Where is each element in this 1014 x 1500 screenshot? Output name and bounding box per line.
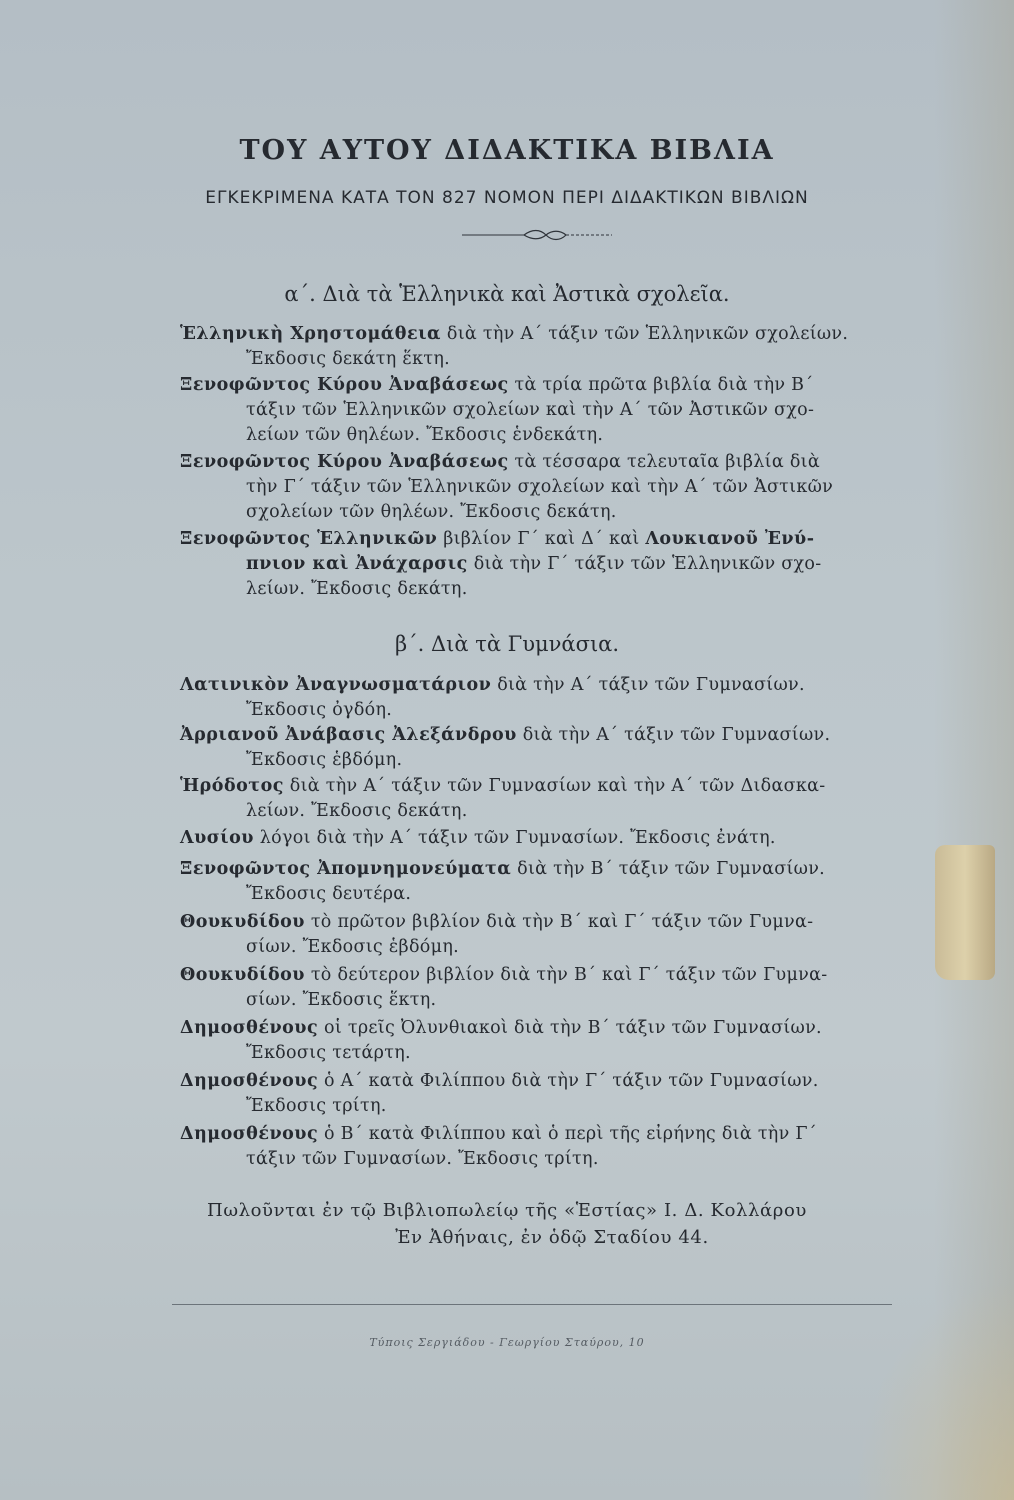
entry-text: διὰ τὴν Α΄ τάξιν τῶν Γυμνασίων καὶ τὴν Α΄ τῶν Διδασκα- bbox=[289, 776, 826, 796]
entry-author: Λατινικὸν Ἀναγνωσματάριον bbox=[180, 675, 492, 695]
footer-rule bbox=[172, 1304, 892, 1305]
list-item bbox=[180, 450, 910, 525]
entry-text: Ἔκδοσις τετάρτη. bbox=[246, 1043, 411, 1063]
entry-author: Θουκυδίδου bbox=[180, 912, 305, 932]
printer-imprint: Τύποις Σεργιάδου - Γεωργίου Σταύρου, 10 bbox=[369, 1336, 645, 1349]
section-heading-b: β΄. Διὰ τὰ Γυμνάσια. bbox=[394, 632, 620, 656]
entry-text: τὸ πρῶτον βιβλίον διὰ τὴν Β΄ καὶ Γ΄ τάξιν τῶν Γυμνα- bbox=[310, 912, 814, 932]
list-item bbox=[180, 910, 910, 960]
entry-text: διὰ τὴν Α΄ τάξιν τῶν Γυμνασίων. bbox=[522, 725, 831, 745]
entry-author: Ξενοφῶντος Ἀπομνημονεύματα bbox=[180, 859, 512, 879]
entry-author: Ἑλληνικὴ Χρηστομάθεια bbox=[180, 324, 442, 344]
entry-text: τάξιν τῶν Γυμνασίων. Ἔκδοσις τρίτη. bbox=[246, 1149, 599, 1169]
entry-text: διὰ τὴν Α΄ τάξιν τῶν Ἑλληνικῶν σχολείων. bbox=[446, 324, 849, 344]
entry-author: Λυσίου bbox=[180, 828, 254, 848]
list-item bbox=[180, 373, 910, 448]
entry-author: Ξενοφῶντος Κύρου Ἀναβάσεως bbox=[180, 452, 509, 472]
entry-author: Λουκιανοῦ Ἐνύ- bbox=[645, 529, 815, 549]
list-item bbox=[180, 963, 910, 1013]
list-item bbox=[180, 1069, 910, 1119]
entry-author: Θουκυδίδου bbox=[180, 965, 305, 985]
entry-text: τὴν Γ΄ τάξιν τῶν Ἑλληνικῶν σχολείων καὶ τὴν Α΄ τῶν Ἀστικῶν bbox=[246, 477, 834, 497]
entry-text: σίων. Ἔκδοσις ἕκτη. bbox=[246, 990, 437, 1010]
entry-text: λείων. Ἔκδοσις δεκάτη. bbox=[246, 801, 468, 821]
list-item bbox=[180, 857, 910, 907]
sales-note bbox=[0, 1197, 1014, 1251]
paper-edge-shadow bbox=[934, 0, 1014, 1500]
entry-text: τὰ τρία πρῶτα βιβλία διὰ τὴν Β΄ bbox=[514, 375, 814, 395]
entry-text: τάξιν τῶν Ἑλληνικῶν σχολείων καὶ τὴν Α΄ τῶν Ἀστικῶν σχο- bbox=[246, 400, 815, 420]
sales-note-line: Ἐν Ἀθήναις, ἐν ὁδῷ Σταδίου 44. bbox=[395, 1227, 709, 1248]
list-item bbox=[180, 322, 910, 372]
entry-text: οἱ τρεῖς Ὀλυνθιακοὶ διὰ τὴν Β΄ τάξιν τῶν Γυμνασίων. bbox=[323, 1018, 822, 1038]
list-item bbox=[180, 673, 910, 723]
entry-author: Δημοσθένους bbox=[180, 1018, 319, 1038]
entry-author: Ἀρριανοῦ Ἀνάβασις Ἀλεξάνδρου bbox=[180, 725, 517, 745]
entry-text: λόγοι διὰ τὴν Α΄ τάξιν τῶν Γυμνασίων. Ἔκδοσις ἐνάτη. bbox=[259, 828, 776, 848]
list-item bbox=[180, 774, 910, 824]
entry-text: διὰ τὴν Β΄ τάξιν τῶν Γυμνασίων. bbox=[517, 859, 825, 879]
entry-text: Ἔκδοσις τρίτη. bbox=[246, 1096, 387, 1116]
list-item bbox=[180, 1122, 910, 1172]
paper-tear bbox=[935, 845, 995, 980]
entry-text: διὰ τὴν Α΄ τάξιν τῶν Γυμνασίων. bbox=[497, 675, 805, 695]
entry-text: ὁ Β΄ κατὰ Φιλίππου καὶ ὁ περὶ τῆς εἰρήνης διὰ τὴν Γ΄ bbox=[323, 1124, 817, 1144]
list-item bbox=[180, 723, 910, 773]
entry-text: Ἔκδοσις δεκάτη ἕκτη. bbox=[246, 349, 450, 369]
entry-text: σχολείων τῶν θηλέων. Ἔκδοσις δεκάτη. bbox=[246, 502, 617, 522]
sales-note-line: Πωλοῦνται ἐν τῷ Βιβλιοπωλείῳ τῆς «Ἑστίας» Ι. Δ. Κολλάρου bbox=[207, 1200, 807, 1221]
entry-author: Ξενοφῶντος Κύρου Ἀναβάσεως bbox=[180, 375, 509, 395]
entry-text: τὸ δεύτερον βιβλίον διὰ τὴν Β΄ καὶ Γ΄ τάξιν τῶν Γυμνα- bbox=[310, 965, 828, 985]
entry-text: λείων. Ἔκδοσις δεκάτη. bbox=[246, 579, 468, 599]
ornament-divider bbox=[462, 228, 632, 242]
entry-text: τὰ τέσσαρα τελευταῖα βιβλία διὰ bbox=[514, 452, 820, 472]
entry-text: σίων. Ἔκδοσις ἑβδόμη. bbox=[246, 937, 459, 957]
entry-text: Ἔκδοσις ὀγδόη. bbox=[246, 700, 393, 720]
entry-author: πνιον καὶ Ἀνάχαρσις bbox=[246, 554, 468, 574]
entry-text: Ἔκδοσις δευτέρα. bbox=[246, 884, 412, 904]
page-title: ΤΟΥ ΑΥΤΟΥ ΔΙΔΑΚΤΙΚΑ ΒΙΒΛΙΑ bbox=[239, 135, 775, 166]
list-item bbox=[180, 1016, 910, 1066]
list-item bbox=[180, 527, 910, 602]
entry-text: βιβλίον Γ΄ καὶ Δ΄ καὶ bbox=[443, 529, 640, 549]
entry-text: Ἔκδοσις ἑβδόμη. bbox=[246, 750, 403, 770]
entry-author: Ἡρόδοτος bbox=[180, 776, 284, 796]
paper-stain bbox=[854, 1280, 1014, 1500]
section-heading-a: α΄. Διὰ τὰ Ἑλληνικὰ καὶ Ἀστικὰ σχολεῖα. bbox=[284, 282, 730, 306]
entry-author: Ξενοφῶντος Ἑλληνικῶν bbox=[180, 529, 438, 549]
entry-author: Δημοσθένους bbox=[180, 1124, 319, 1144]
entry-text: ὁ Α΄ κατὰ Φιλίππου διὰ τὴν Γ΄ τάξιν τῶν Γυμνασίων. bbox=[323, 1071, 819, 1091]
entry-text: λείων τῶν θηλέων. Ἔκδοσις ἑνδεκάτη. bbox=[246, 425, 604, 445]
entry-author: Δημοσθένους bbox=[180, 1071, 319, 1091]
page-subtitle: ΕΓΚΕΚΡΙΜΕΝΑ ΚΑΤΑ ΤΟΝ 827 ΝΟΜΟΝ ΠΕΡΙ ΔΙΔΑΚΤΙΚΩΝ ΒΙΒΛΙΩΝ bbox=[205, 188, 809, 208]
entry-text: διὰ τὴν Γ΄ τάξιν τῶν Ἑλληνικῶν σχο- bbox=[473, 554, 822, 574]
list-item bbox=[180, 826, 910, 851]
